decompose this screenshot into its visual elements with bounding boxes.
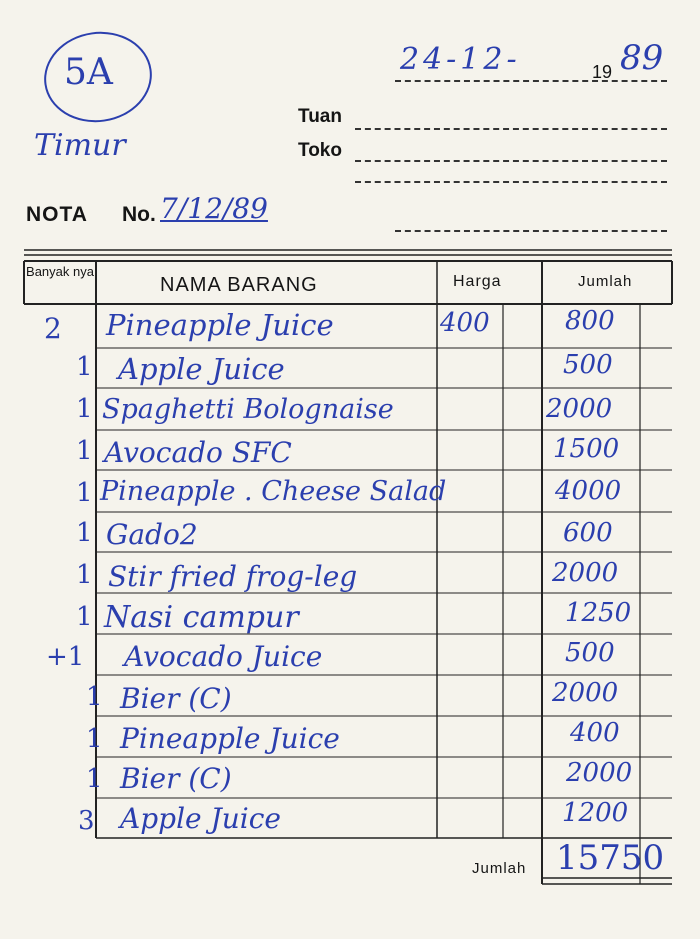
row-amount: 500 — [563, 350, 613, 380]
row-qty: 1 — [76, 352, 93, 382]
row-qty: 1 — [76, 560, 93, 590]
toko-line-2 — [355, 181, 667, 183]
row-amount: 2000 — [566, 758, 633, 788]
row-item: Spaghetti Bolognaise — [102, 394, 394, 425]
row-amount: 2000 — [546, 394, 613, 424]
row-item: Pineapple . Cheese Salad — [100, 476, 447, 507]
header-price: Harga — [453, 273, 502, 290]
row-qty: +1 — [46, 642, 85, 672]
row-item: Pineapple Juice — [106, 308, 334, 342]
tuan-label: Tuan — [298, 106, 342, 127]
row-item: Stir fried frog-leg — [108, 560, 358, 593]
nota-no-label: No. — [122, 203, 156, 226]
row-amount: 400 — [570, 718, 620, 748]
row-item: Apple Juice — [120, 802, 281, 835]
total-label: Jumlah — [472, 860, 527, 877]
nota-number: 7/12/89 — [160, 192, 268, 225]
date-century: 19 — [592, 62, 613, 82]
tuan-line — [355, 128, 667, 130]
row-item: Avocado SFC — [104, 436, 292, 469]
row-qty: 1 — [76, 602, 93, 632]
date-year: 89 — [620, 38, 664, 78]
nota-label: NOTA — [26, 203, 88, 226]
row-qty: 1 — [76, 478, 93, 508]
row-item: Bier (C) — [120, 762, 232, 795]
row-item: Nasi campur — [104, 600, 299, 635]
header-qty: Banyak nya — [26, 264, 94, 279]
total-value: 15750 — [556, 838, 665, 878]
row-qty: 1 — [76, 436, 93, 466]
row-amount: 1250 — [565, 598, 632, 628]
row-item: Bier (C) — [120, 682, 232, 715]
row-item: Gado2 — [106, 518, 198, 551]
row-qty: 1 — [86, 682, 103, 712]
date-day-month: 24-12- — [400, 42, 521, 77]
row-qty: 3 — [78, 806, 95, 836]
table-note: Timur — [34, 128, 126, 163]
row-amount: 600 — [563, 518, 613, 548]
row-qty: 2 — [44, 312, 62, 345]
row-amount: 4000 — [555, 476, 622, 506]
row-amount: 800 — [565, 306, 615, 336]
extra-line — [395, 230, 667, 232]
row-amount: 2000 — [552, 558, 619, 588]
row-item: Pineapple Juice — [120, 722, 340, 755]
toko-label: Toko — [298, 140, 342, 161]
row-qty: 1 — [76, 394, 93, 424]
row-amount: 500 — [565, 638, 615, 668]
table-number: 5A — [64, 52, 113, 93]
row-qty: 1 — [76, 518, 93, 548]
toko-line — [355, 160, 667, 162]
header-item: NAMA BARANG — [160, 274, 318, 296]
row-item: Apple Juice — [118, 352, 285, 386]
row-qty: 1 — [86, 764, 103, 794]
header-amount: Jumlah — [578, 273, 633, 290]
row-item: Avocado Juice — [124, 640, 323, 673]
row-amount: 1200 — [562, 798, 629, 828]
row-amount: 2000 — [552, 678, 619, 708]
date-line — [395, 80, 667, 82]
row-qty: 1 — [86, 724, 103, 754]
row-amount: 1500 — [553, 434, 620, 464]
row-price: 400 — [440, 308, 490, 338]
